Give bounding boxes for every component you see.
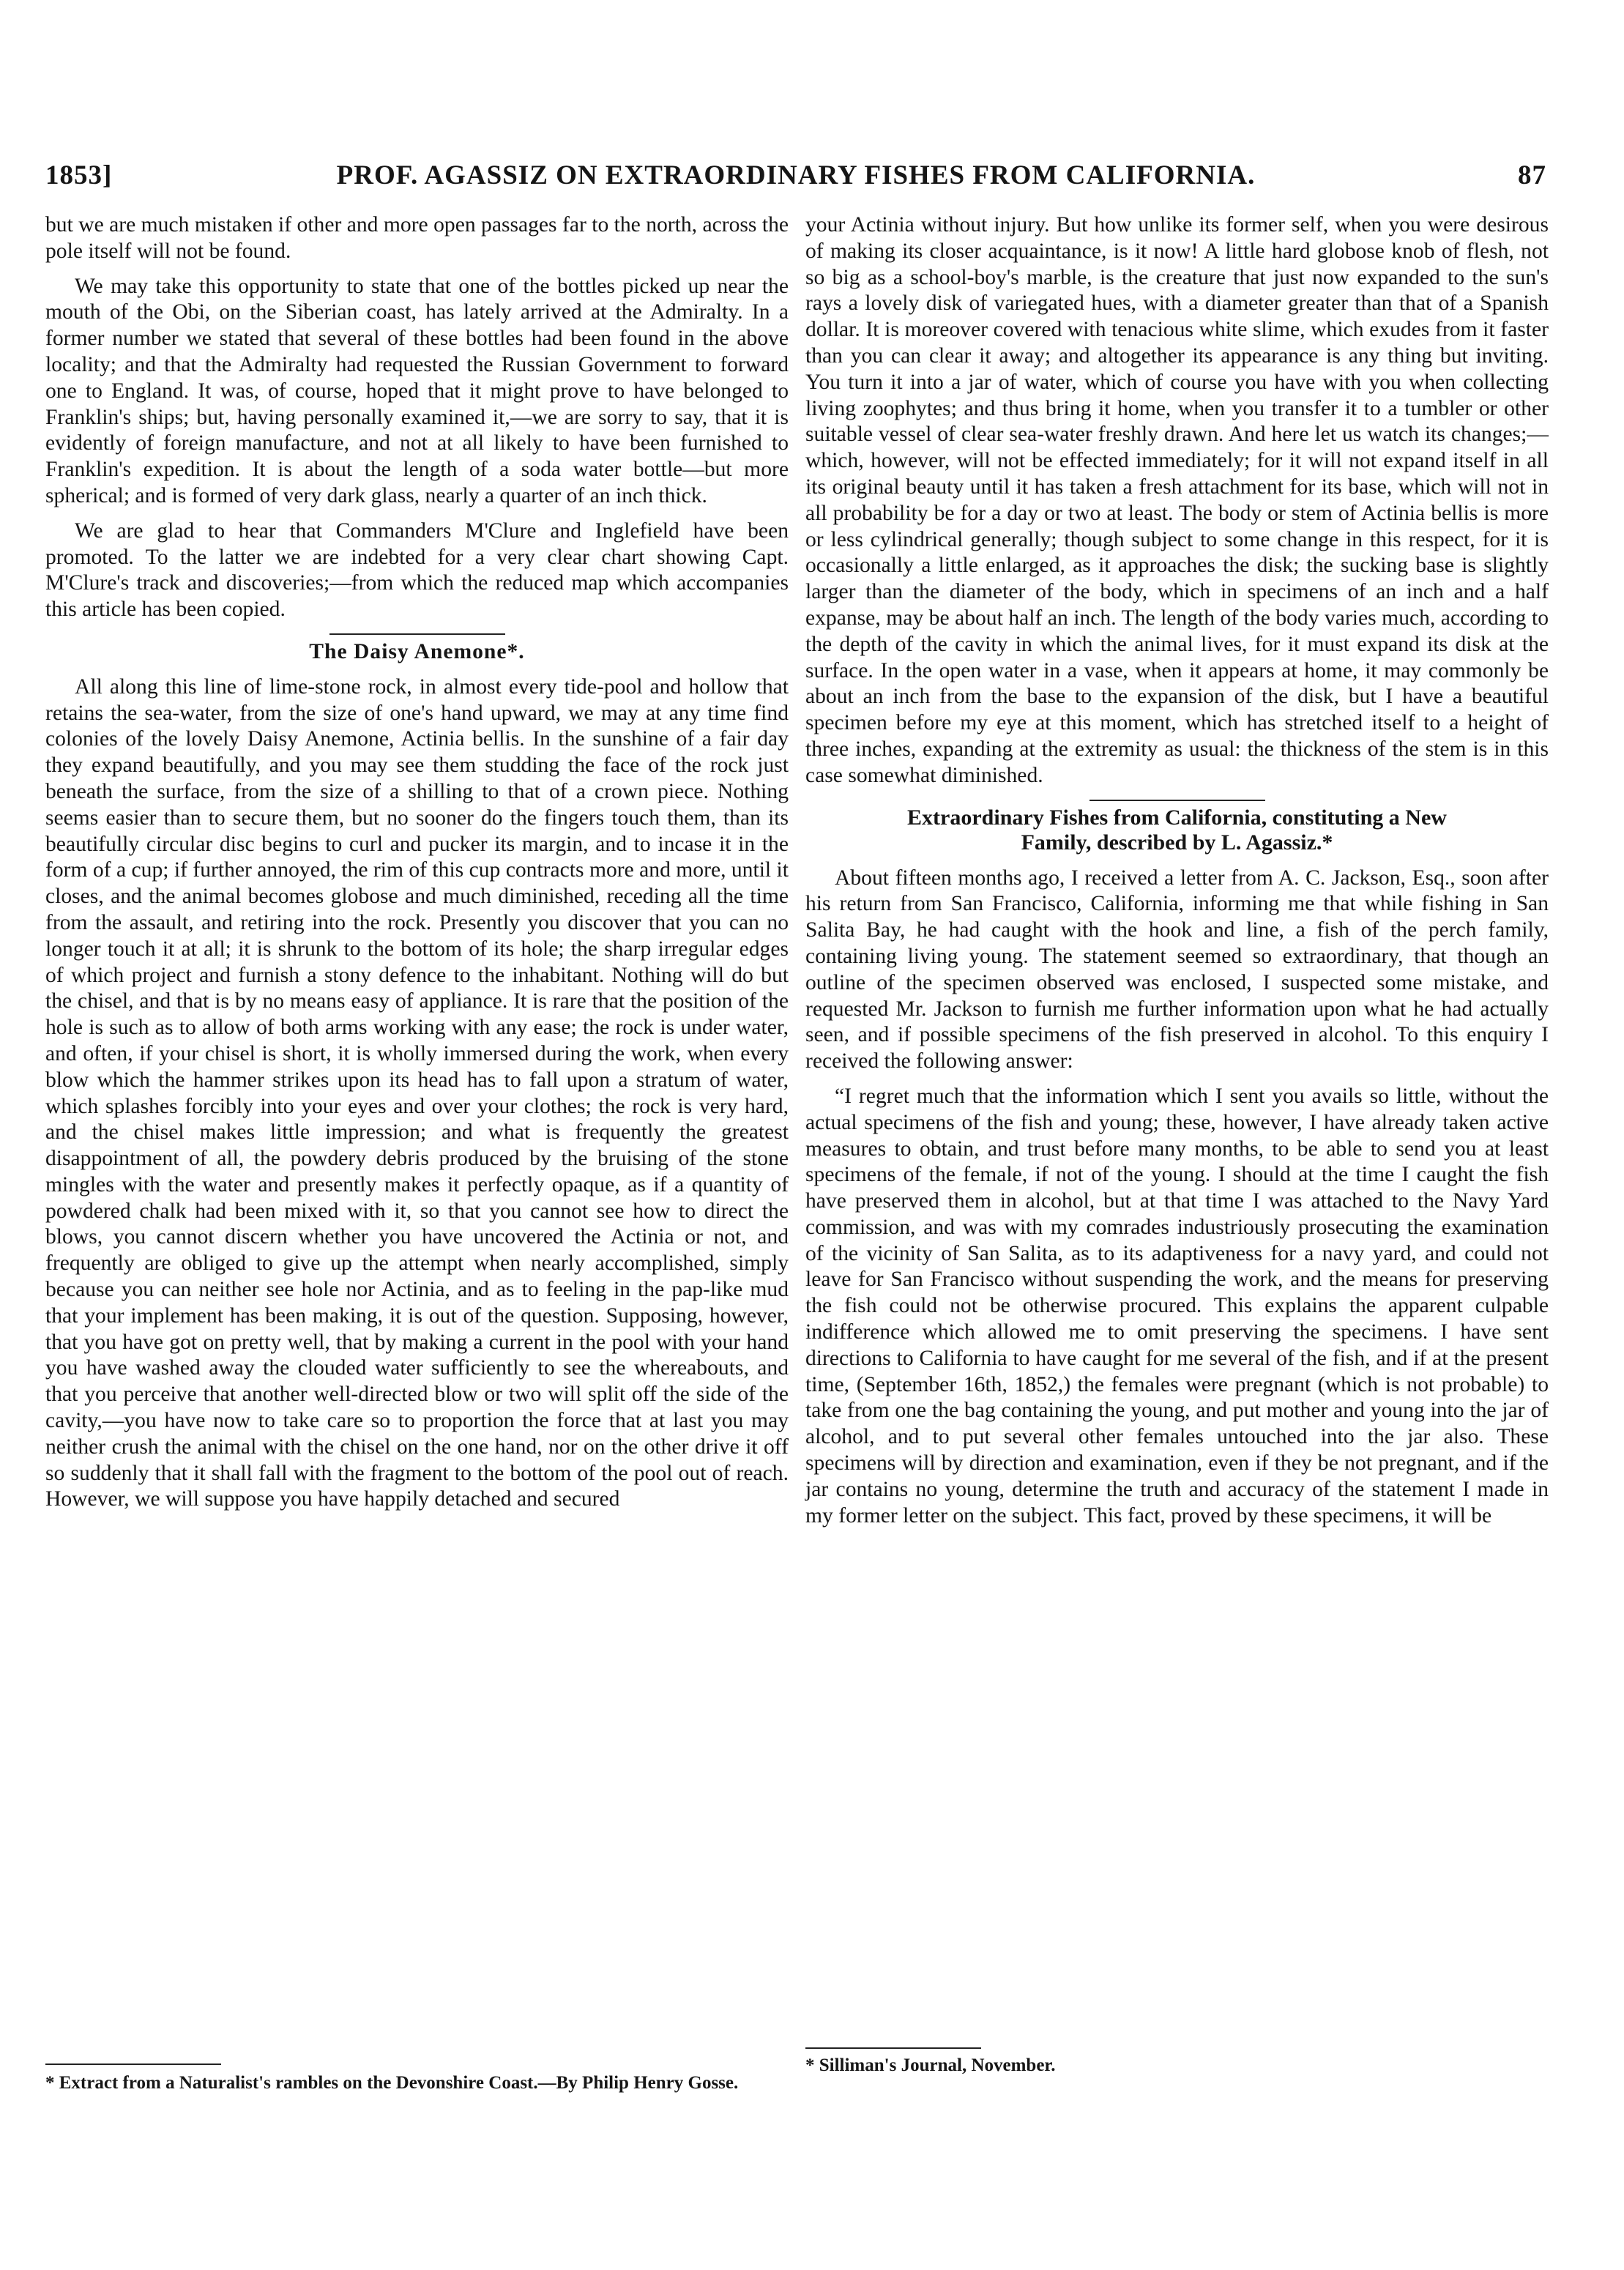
header-year: 1853] <box>45 160 113 190</box>
footnote: * Silliman's Journal, November. <box>805 2055 1056 2075</box>
section-heading-line: Family, described by L. Agassiz.* <box>1021 830 1333 855</box>
paragraph: We may take this opportunity to state that one of the bottles picked up near the mouth of the Obi, on the Siberian coast, has lately arrived at the Admiralty. In a former number we stated that several of these bottles had been found in the above locality; and that the Admiralty had requested the Russian Government to forward one to England. It was, of course, hoped that it might prove to have belonged to Franklin's ships; but, having personally examined it,—we are sorry to say, that it is evidently of foreign manufacture, and not at all likely to have been furnished to Franklin's expedition. It is about the length of a soda water bottle—but more spherical; and is formed of very dark glass, nearly a quarter of an inch thick. <box>45 274 789 507</box>
header-title: PROF. AGASSIZ ON EXTRAORDINARY FISHES FROM CALIFORNIA. <box>336 160 1256 190</box>
paragraph: About fifteen months ago, I received a letter from A. C. Jackson, Esq., soon after his return from San Francisco, California, informing me that while fishing in San Salita Bay, he had caught with the hook and line, a fish of the perch family, containing living young. The statement seemed so extraordinary, that though an outline of the specimen observed was enclosed, I suspected some mistake, and requested Mr. Jackson to furnish me further information upon what he had actually seen, and if possible specimens of the fish preserved in alcohol. To this enquiry I received the following answer: <box>805 866 1549 1073</box>
page-number: 87 <box>1518 160 1546 190</box>
footnote: * Extract from a Naturalist's rambles on the Devonshire Coast.—By Philip Henry Gosse. <box>45 2073 739 2093</box>
running-header <box>45 160 1546 204</box>
paragraph: We are glad to hear that Commanders M'Clure and Inglefield have been promoted. To the latter we are indebted for a very clear chart showing Capt. M'Clure's track and discoveries;—from which the reduced map which accompanies this article has been copied. <box>45 518 789 622</box>
section-heading <box>805 805 1549 855</box>
section-heading-line: Extraordinary Fishes from California, constituting a New <box>907 805 1447 830</box>
section-heading: The Daisy Anemone*. <box>309 639 525 663</box>
right-column <box>805 212 1549 2036</box>
paragraph: but we are much mistaken if other and more open passages far to the north, across the pole itself will not be found. <box>45 213 789 263</box>
section-divider <box>1090 800 1265 801</box>
paragraph: All along this line of lime-stone rock, in almost every tide-pool and hollow that retains the sea-water, from the size of one's hand upward, we may at any time find colonies of the lovely Daisy Anemone, Actinia bellis. In the sunshine of a fair day they expand beautifully, and you may see them studding the face of the rock just beneath the surface, from the size of a shilling to that of a crown piece. Nothing seems easier than to secure them, but no sooner do the fingers touch them, than its beautifully circular disc begins to curl and pucker its margin, and to incase it in the form of a cup; if further annoyed, the rim of this cup contracts more and more, until it closes, and the animal becomes globose and much diminished, receding all the time from the assault, and retiring into the rock. Presently you discover that you can no longer touch it at all; it is shrunk to the bottom of its hole; the sharp irregular edges of which project and furnish a stony defence to the inhabitant. Nothing will do but the chisel, and that is by no means easy of appliance. It is rare that the position of the hole is such as to allow of both arms working with any ease; the rock is under water, and often, if your chisel is short, it is wholly immersed during the work, when every blow which the hammer strikes upon its head has to fall upon a stratum of water, which splashes forcibly into your eyes and over your clothes; the rock is very hard, and the chisel makes little impression; and what is frequently the greatest disappointment of all, the powdery debris produced by the bruising of the stone mingles with the water and presently makes it perfectly opaque, as if a quantity of powdered chalk had been mixed with it, so that you cannot see how to direct the blows, you cannot discern whether you have uncovered the Actinia or not, and frequently are obliged to give up the attempt when nearly accomplished, simply because you can neither see hole nor Actinia, and as to feeling in the pap-like mud that your implement has been making, it is out of the question. Supposing, however, that you have got on pretty well, that by making a current in the pool with your hand you have washed away the clouded water sufficiently to see the whereabouts, and that you perceive that another well-directed blow or two will split off the side of the cavity,—you have now to take care so to proportion the force that at last you may neither crush the animal with the chisel on the one hand, nor on the other drive it off so suddenly that it shall fall with the fragment to the bottom of the pool out of reach. However, we will suppose you have happily detached and secured <box>45 674 789 1511</box>
paragraph: your Actinia without injury. But how unlike its former self, when you were desirous of making its closer acquaintance, is it now! A little hard globose knob of flesh, not so big as a school-boy's marble, is the creature that just now expanded to the sun's rays a lovely disk of variegated hues, with a diameter greater than that of a Spanish dollar. It is moreover covered with tenacious white slime, which exudes from it faster than you can clear it away; and altogether its appearance is any thing but inviting. You turn it into a jar of water, which of course you have with you when collecting living zoophytes; and thus bring it home, when you transfer it to a tumbler or other suitable vessel of clear sea-water freshly drawn. And here let us watch its changes;—which, however, will not be effected immediately; for it will not expand itself in all its original beauty until it has taken a fresh attachment for its base, which will not in all probability be for a day or two at least. The body or stem of Actinia bellis is more or less cylindrical generally; though subject to some change in this respect, for it is occasionally a little enlarged, as it approaches the disk; the sucking base is slightly larger than the diameter of the body, which in specimens of an inch and a half expanse, may be about half an inch. The length of the body varies much, according to the depth of the cavity in which the animal lives, for it must expand its disk at the surface. In the open water in a vase, when it appears at home, it may commonly be about an inch from the base to the expansion of the disk, but I have a beautiful specimen before my eye at this moment, which has stretched itself to a height of three inches, expanding at the extremity as usual: the thickness of the stem is in this case somewhat diminished. <box>805 213 1549 787</box>
footnote-rule <box>805 2047 981 2049</box>
section-divider <box>329 633 505 635</box>
footnote-rule <box>45 2064 221 2065</box>
left-column <box>45 212 789 2052</box>
quoted-letter: “I regret much that the information which I sent you avails so little, without the actual specimens of the fish and young; these, however, I have already taken active measures to obtain, and trust before many months, to be able to send you at least specimens of the female, if not of the young. I should at the time I caught the fish have preserved them in alcohol, but at that time I was attached to the Navy Yard commission, and was with my comrades industriously prosecuting the examination of the vicinity of San Salita, as to its adaptiveness for a navy yard, and could not leave for San Francisco without suspending the work, and the means for preserving the fish could not be otherwise procured. This explains the apparent culpable indifference which allowed me to omit preserving the specimens. I have sent directions to California to have caught for me several of the fish, and if at the present time, (September 16th, 1852,) the females were pregnant (which is not probable) to take from one the bag containing the young, and put mother and young into the jar of alcohol, and to put several other females untouched into the jar also. These specimens will by direction and examination, even if they be not pregnant, and if the jar contains no young, determine the truth and accuracy of the statement I made in my former letter on the subject. This fact, proved by these specimens, it will be <box>805 1084 1549 1527</box>
